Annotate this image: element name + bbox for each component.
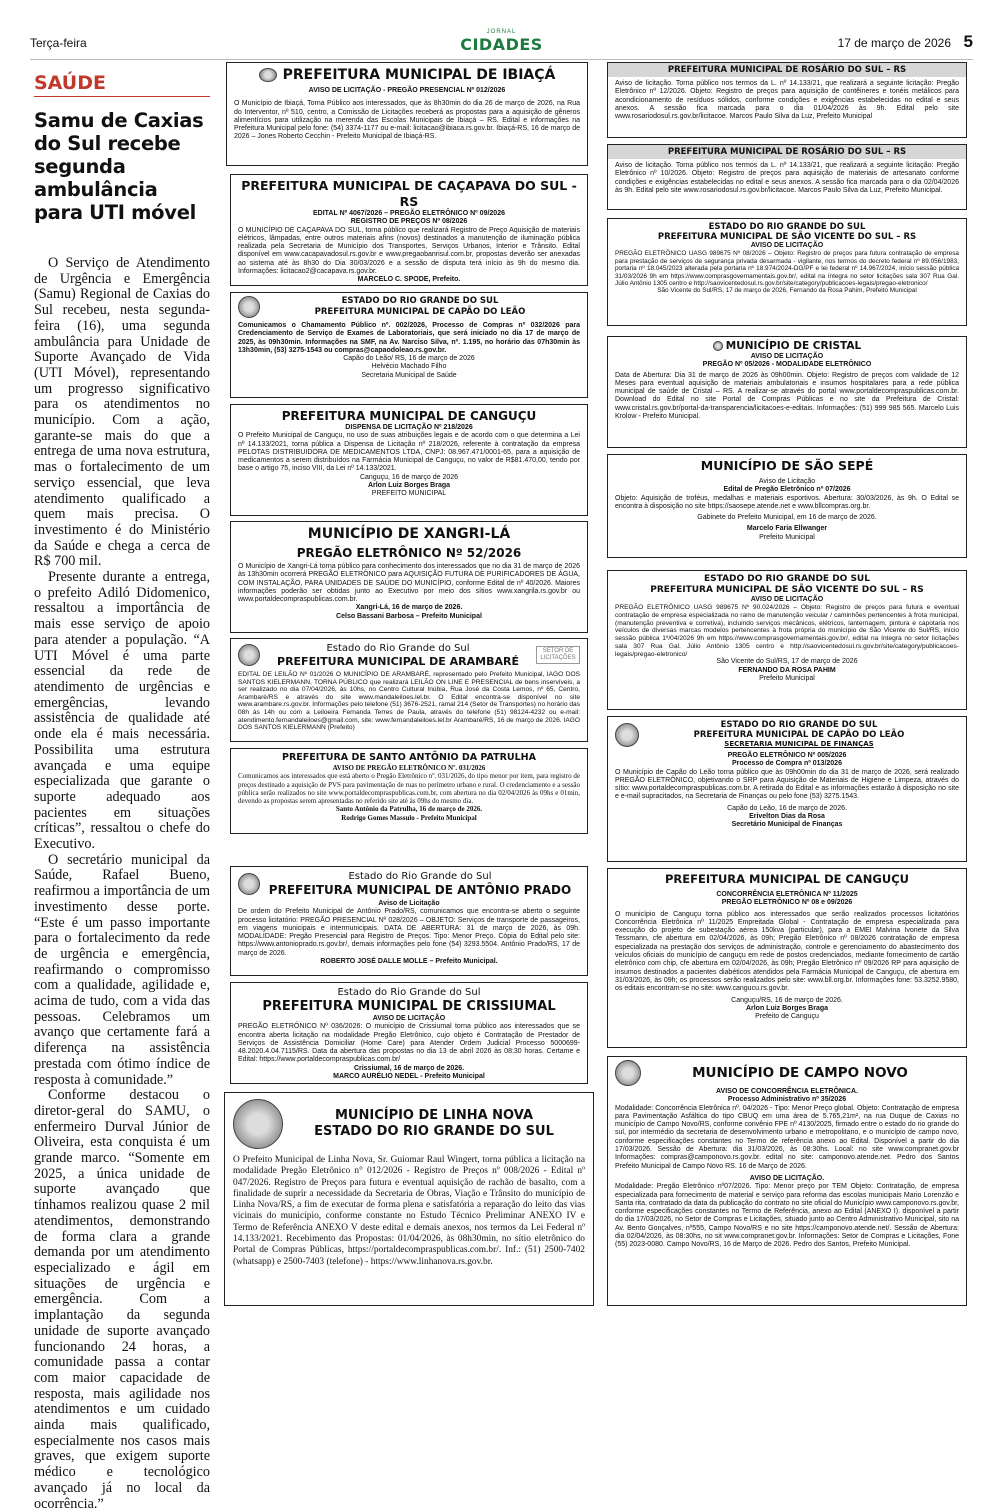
notice-text: PREGÃO ELETRÔNICO UASG 989675 Nº 90.024/2026 – Objeto: Registro de preços para futura e eventual contratação de empresa especializada no ramo de manutenção veicular / caminhões pertencentes à frota municipal, (manutenção preventiva e corretiva), incluindo serviços mecânicos, elétricos, lanternagem, pintura e capotaria nos veículos de diversas marcas modelos pertencentes à frota própria do município de São Vicente do Sul/RS, início sessão pública 1º/04/2026 9h em https://www.comprasgovernamentais.gov.br/, edital na íntegra no setor licitações sala 307 Rua Gal. Júlio Antônio 1305 centro e http://saovicentedosul.rs.gov.br/site/category/publicacoes-legais/pregao-eletronico/ [615, 604, 959, 658]
crest-icon [238, 296, 260, 318]
notice-text: EDITAL DE LEILÃO Nº 01/2026 O MUNICÍPIO DE ARAMBARÉ, representado pelo Prefeito Municipal, IAGO DOS SANTOS KIELERMANN, TORNA PÚBLICO que realizará LEILÃO ON LINE E PRESENCIAL de bens inservíveis, a ser realizado no dia 07/04/2026, às 10hs, no Centro Cultural Inúbia, Rua José da Costa Lemos, nº 65, Centro, Arambaré/RS e através do site www.mandaleiloes.lel.br. O Edital encontra-se disponível no site www.arambare.rs.gov.br. Informações pelo telefone (51) 3676-2521, ramal 214 (Setor de Transportes) no horário das 08h às 14h ou com a Leiloeira Fernanda Terres de Paula, através do telefone (51) 98124-4232 ou e-mail: atendimento.fernandaleiloes@gmail.com, site: www.fernandaleiloes.lel.br Arambaré/RS, 16 de março de 2026. IAGO DOS SANTOS KIELERMANN (Prefeito) [238, 671, 580, 732]
crest-icon [259, 68, 277, 82]
notice-title: ESTADO DO RIO GRANDE DO SUL [720, 720, 878, 730]
article-paragraph: Conforme destacou o diretor-geral do SAMU, o enfermeiro Durval Júnior de Oliveira, esta conquista é um grande marco. “Somente em 2025, a única unidade de suporte avançado que tínhamos realizou quase 2 mil atendimentos, demonstrando de forma clara a grande demanda por um atendimento especializado e ágil em situações de urgência e emergência. Com a implantação da segunda unidade de suporte avançado funcionando 24 horas, a comunidade passa a contar com maior capacidade de resposta, mais agilidade nos atendimentos e um cuidado ainda mais qualificado, especialmente nos casos mais graves, que exigem suporte médico e tecnológico avançado já no local da ocorrência.” [34, 1087, 210, 1512]
notice-title: PREFEITURA MUNICIPAL DE SÃO VICENTE DO SUL – RS [657, 232, 917, 242]
notice-title: PREFEITURA DE SANTO ANTÔNIO DA PATRULHA [282, 752, 536, 763]
article-paragraph: Presente durante a entrega, o prefeito Adiló Didomenico, ressaltou a importância de mais esse serviço de apoio para atender a população. “A UTI Móvel é uma parte essencial da rede de atendimento de urgências e emergências, levando assistência de qualidade até onde ela é mais necessária. Possibilita uma estrutura avançada e uma equipe especializada que garante o suporte adequado aos pacientes em situações críticas”, ressaltou o chefe do Executivo. [34, 569, 210, 853]
notice-text: Modalidade: Pregão Eletrônico nº07/2026. Tipo: Menor preço por TEM Objeto: Contratação, de empresa especializada para fornecimento de material e serviço para reforma das escolas municipais Mario Lorenzão e Santa rita, contratado da data da publicação do contrato no site oficial do Município www.camponovo.rs.gov.br, conforme especificações constantes no Termo de Referência, anexo ao Edital (ANEXO I). disponível a partir do dia 17/03/2026, no Setor de Compras e Licitações, situado junto ao Centro Administrativo Municipal, sito na Av. Bento Gonçalves, nº555, Campo Novo/RS e no site https://camponovo.atende.net/. Sessão de Abertura: dia 02/04/2026, às 08:30hs, no sit www.compranet.gov.br. Informações: Setor de Compras e Licitações, Fone (55) 2023-0080. Campo Novo/RS, 16 de Março de 2026. Pedro dos Santos, Prefeito Municipal. [615, 1183, 959, 1249]
page-number: 5 [963, 32, 973, 51]
notice-title: MUNICÍPIO DE SÃO SEPÉ [700, 458, 874, 473]
notice-subtitle: DISPENSA DE LICITAÇÃO Nº 218/2026 [345, 424, 473, 431]
notice-text: Aviso de licitação. Torna público nos termos da L. nº 14.133/21, que realizará a seguinte licitação: Pregão Eletrônico nº 12/2026. Objeto: Registro de preços para aquisição de contêineres e tonéis metálicos para acondicionamento de resíduos sólidos, conforme condições e exigências estabelecidas no edital e seus anexos. A sessão fica marcada para o dia 01/04/2026 às 9h. Edital pelo site www.rosariodosul.rs.gov.br/licitacoe. Marcos Paulo Silva da Luz, Prefeito Municipal [615, 80, 959, 121]
masthead-logo [460, 28, 543, 55]
notice-text: PREGÃO ELETRÔNICO UASG 989675 Nº 08/2026 – Objeto: Registro de preços para futura contratação de empresa para prestação de serviços de segurança privada desarmada - vigilante, nos termos do decreto federal nº 89.056/1983, portaria nº 18.045/2023 alterada pela portaria nº 18.974/2024-DG/PF e lei federal nº 14.967/2024, início sessão pública 31/03/2026 9h em https://www.comprasgovernamentais.gov.br/, edital na íntegra no setor licitações sala 307 Rua Gal. Júlio Antônio 1305 centro e http://saovicentedosul.rs.gov.br/site/category/publicacoes-legais/pregao-eletronico/ [615, 250, 959, 287]
article [34, 72, 210, 1512]
notice-title: ESTADO DO RIO GRANDE DO SUL [314, 1124, 554, 1139]
masthead-small: JORNAL [486, 29, 517, 35]
notice-sao-vicente-2 [607, 570, 967, 710]
notice-title: MUNICÍPIO DE CAMPO NOVO [692, 1065, 908, 1081]
notice-signature: Erivelton Dias da Rosa [749, 813, 825, 821]
notice-subtitle: AVISO DE LICITAÇÃO [750, 242, 824, 249]
notice-xangrila [230, 521, 588, 633]
notice-cristal [607, 336, 967, 448]
notice-subtitle: PREGÃO ELETRÔNICO Nº 52/2026 [296, 546, 522, 560]
notice-title: Estado do Rio Grande do Sul [348, 871, 492, 882]
notice-subtitle: CONCORRÊNCIA ELETRÔNICA Nº 11/2025 [716, 891, 858, 898]
notice-sao-sepe [607, 454, 967, 558]
notice-text: O Município de Ibiaçá, Torna Público aos interessados, que às 8h30min do dia 26 de março de 2026, na Rua do Interventor, nº 510, centro, a Comissão de Licitações receberá as propostas para a aquisição de gêneros alimentícios para utilização na merenda das Escolas Municipais de Ibiaçá – RS. Edital e informações na Prefeitura Municipal pelo fone: (54) 3374-1177 ou e-mail: licitacao@ibiaca.rs.gov.br. Ibiaçá-RS, 16 de março de 2026 – Jones Roberto Cecchin - Prefeito Municipal de Ibiaçá-RS. [234, 100, 580, 141]
notice-signature: Rodrigo Gomes Massulo - Prefeito Municipal [341, 813, 477, 822]
notice-title: PREFEITURA MUNICIPAL DE CRISSIUMAL [262, 999, 556, 1014]
notice-signature: Prefeito Municipal [759, 674, 815, 682]
sector-badge: SETOR DE LICITAÇÕES [536, 646, 580, 664]
article-paragraph: O secretário municipal da Saúde, Rafael Bueno, reafirmou a importância de um investimento desse porte. “Este é um passo importante para o fortalecimento da rede de urgência e emergência, reafirmando o compromisso com a qualidade, agilidade e, acima de tudo, com a vida das pessoas. Celebramos um avanço que certamente fará a diferença na assistência prestada com ótimo índice de resposta à comunidade.” [34, 851, 210, 1088]
notice-signature: Capão do Leão/ RS, 16 de março de 2026 [343, 355, 475, 363]
notice-subtitle: AVISO DE LICITAÇÃO. [749, 1174, 825, 1182]
notice-arambare [230, 638, 588, 742]
notice-title: PREFEITURA MUNICIPAL DE ANTÔNIO PRADO [268, 883, 572, 897]
notice-title: PREFEITURA MUNICIPAL DE IBIAÇÁ [282, 67, 556, 83]
notice-text: Modalidade: Concorrência Eletrônica nº. 04/2026 - Tipo: Menor Preço global. Objeto: Contratação de empresa para Pavimentação Asfáltica do tipo CBUQ em uma área de 5.765,21m², na rua Duque de Caxias no município de Campo Novo/RS, conforme convênio FPE nº 4130/2025, firmado entre o estado do rio grande do sul, por intermédio da secretaria de desenvolvimento urbano e metropolitano, e o município de campo novo, conforme especificações constantes no Termo de referência anexo ao Edital. Disponível a partir do dia 17/03/2026. Sessão de Abertura: dia 31/03/2026, às 08:30hs. Local: no site www.compranet.gov.br Informações: compras@camponovo.rs.gov.br. edital no site: camponovo.atende.net. Pedro dos Santos Prefeito Municipal de Campo Novo RS. 16 de Março de 2026. [615, 1104, 959, 1170]
notice-subtitle: REGISTRO DE PREÇOS Nº 08/2026 [350, 218, 468, 226]
notice-signature: Arlon Luiz Borges Braga [367, 482, 451, 490]
notice-signature: PREFEITO MUNICIPAL [371, 490, 447, 498]
notice-subtitle: AVISO DE PREGÃO ELETRÔNICO Nº. 031/2026 [332, 764, 486, 772]
notice-signature: São Vicente do Sul/RS, 17 de março de 2026 [716, 658, 858, 666]
notice-title: PREFEITURA MUNICIPAL DE ROSÁRIO DO SUL – RS [608, 63, 966, 77]
notice-subtitle: AVISO DE CONCORRÊNCIA ELETRÔNICA. [716, 1088, 858, 1095]
notice-title: SECRETARIA MUNICIPAL DE FINANÇAS [724, 740, 874, 748]
notice-text: O município de Canguçu torna público aos interessados que serão realizados processos licitatórios Concorrência Eletrônica nº 11/2025 Empreitada Global - Contratação de empresa especializada para execução do projeto de subestação aérea 150kva (particular), para a EMEI Malvina Ivonete da Silva Tessmann, cfe abertura em 02/04/2026, às 09h; Pregão Eletrônico nº 08/2026 contratação de empresa especializada na prestação dos serviços de administração, controle e gerenciamento do abastecimento dos veículos oficiais do município de canguçu em rede de postos credenciados, mediante fornecimento de cartão eletrônico com chip, cfe abertura em 02/04/2026, às 09h; Pregão Eletrônico nº 09/2026 RP para aquisição de insumos destinados a pacientes diabéticos atendidos pela Farmácia Municipal de Canguçu, cfe abertura em 31/03/2026, às 09h; os processos serão realizados pelo site: www.bll.org.br. Informações fone: 53.3252.9580, os editais encontram-se no site: www.cangucu.rs.gov.br. [615, 910, 959, 993]
notice-title: MUNICÍPIO DE CRISTAL [725, 340, 862, 352]
notice-antonio-prado [230, 866, 588, 976]
notice-signature: Gabinete do Prefeito Municipal, em 16 de março de 2026. [697, 514, 877, 522]
notice-subtitle: AVISO DE LICITAÇÃO - PREGÃO PRESENCIAL Nº 012/2026 [308, 87, 506, 94]
notice-title: PREFEITURA MUNICIPAL DE SÃO VICENTE DO SUL – RS [650, 585, 924, 595]
notice-signature: Canguçu/RS, 16 de março de 2026. [731, 996, 843, 1004]
notice-signature: São Vicente do Sul/RS, 17 de março de 2026, Fernando da Rosa Pahim, Prefeito Municipal [657, 287, 917, 295]
crest-icon [615, 1060, 641, 1086]
notice-title: PREFEITURA MUNICIPAL DE CANGUÇU [664, 872, 909, 886]
notice-text: O Prefeito Municipal de Canguçu, no uso de suas atribuições legais e de acordo com o que determina a Lei nº 14.133/2021, torna pública a Dispensa de Licitação nº 218/2026, referente à contratação da empresa PELOTAS DISTRIBUIDORA DE MEDICAMENTOS LTDA, CNPJ: 08.967.471/0001-65, para a aquisição de medicamentos a serem distribuídos na Farmácia Municipal de Canguçu, no valor de R$81.470,00, tendo por base o artigo 75, inciso VIII, da Lei nº 14.133/2021. [238, 432, 580, 473]
notice-signature: Capão do Leão, 16 de março de 2026. [727, 804, 847, 812]
notice-linha-nova [224, 1092, 594, 1306]
article-paragraph: O Serviço de Atendimento de Urgência e Emergência (Samu) Regional de Caxias do Sul recebeu, nesta segunda-feira (16), uma segunda ambulância para Unidade de Suporte Avançado de Vida (UTI Móvel), representando um progresso significativo para os atendimentos no município. Com a ação, garante-se mais do que a entrega de uma nova estrutura, mas o fortalecimento de um serviço essencial, que leva atendimento qualificado a quem mais precisa. O investimento é do Ministério da Saúde e chega a cerca de R$ 700 mil. [34, 255, 210, 570]
notice-title: PREFEITURA MUNICIPAL DE CAPÃO DO LEÃO [693, 730, 905, 740]
notice-campo-novo [607, 1056, 967, 1306]
notice-subtitle: Aviso de Licitação [758, 478, 816, 485]
notice-subtitle: PREGÃO Nº 05/2026 - MODALIDADE ELETRÔNICO [702, 361, 872, 369]
notice-title: PREFEITURA MUNICIPAL DE CAÇAPAVA DO SUL - RS [241, 178, 577, 209]
notice-signature: Marcelo Faria Ellwanger [746, 525, 828, 533]
section-label: SAÚDE [34, 72, 210, 97]
notice-signature: MARCO AURÉLIO NEDEL - Prefeito Municipal [333, 1073, 485, 1081]
notice-capao-leao-1 [230, 292, 588, 398]
notice-title: PREFEITURA MUNICIPAL DE ARAMBARÉ [277, 655, 519, 668]
notice-text: O Prefeito Municipal de Linha Nova, Sr. Guiomar Raul Wingert, torna pública a licitação na modalidade Pregão Eletrônico n° 012/2026 - Registro de Preços nº 008/2026 - Edital nº 047/2026. Registro de Preços para futura e eventual aquisição de rachão de basalto, com a finalidade de suprir a necessidade da Secretaria de Obras, Viação e Trânsito do município de Linha Nova/RS, a fim de executar de forma plena e satisfatória a reparação do leito das vias vicinais do município, conforme constante no Estudo Técnico Preliminar ANEXO IV e Termo de Referência ANEXO V deste edital e demais anexos, nos termos da Lei Federal nº 14.133/2021. Recebimento das Propostas: 01/04/2026, às 08h30min, no sítio eletrônico do Portal de Compras Públicas, https://portaldecompraspublicas.com.br/. Inf.: (51) 2500-7402 (whatsapp) e 2500-7403 (telefone) - https://www.linhanova.rs.gov.br. [233, 1155, 585, 1267]
crest-icon [233, 1099, 283, 1149]
header-date: 17 de março de 2026 [837, 36, 951, 50]
crest-icon [713, 341, 723, 351]
notice-text: Comunicamos o Chamamento Público nº. 002/2026, Processo de Compras nº 032/2026 para Credenciamento de Serviço de Exames de Laboratoriais, que será iniciado no dia 17 de março de 2025, às 09h30min. Informações na SMF, na Av. Narciso Silva, nº. 1.195, no horário das 07h30min às 13h30min, (53) 3275-1543 ou compras@capaodoleao.rs.gov.br. [238, 322, 580, 354]
notice-signature: FERNANDO DA ROSA PAHIM [738, 666, 836, 674]
notice-title: ESTADO DO RIO GRANDE DO SUL [708, 222, 866, 232]
notice-cacapava [230, 174, 588, 286]
notice-text: O Município de Capão do Leão torna público que às 09h00min do dia 31 de março de 2026, será realizado PREGÃO ELETRÔNICO, objetivando o SRP para Aquisição de Materiais de Higiene e Limpeza, através do sítio: www.portaldecompraspublicas.com.br. A retirada do Edital e as informações estarão à disposição no site e e-mail supracitados, na Secretaria de Finanças ou pelo fone (53) 3275.1543. [615, 768, 959, 801]
notice-subtitle: Aviso de Licitação [378, 900, 440, 907]
notice-text: PREGÃO ELETRÔNICO Nº 036/2026: O município de Crissiumal torna público aos interessados que se encontra aberta licitação na modalidade Pregão Eletrônico, cujo objeto é Contratação de Prestador de Serviços de Assistência Domiciliar (Home Care) para Atender Ordem Judicial Processo 5000699-48.2020.4.04.7115/RS. Data da abertura das propostas no dia 13 de abril 2026 às 08:30 horas. Certame e Edital: https://www.portaldecompraspublicas.com.br/ [238, 1023, 580, 1064]
notice-sao-vicente-1 [607, 218, 967, 326]
notice-title: ESTADO DO RIO GRANDE DO SUL [341, 296, 499, 306]
notice-subtitle: AVISO DE LICITAÇÃO [750, 596, 824, 603]
notice-signature: Prefeito Municipal [759, 533, 815, 541]
notice-subtitle: PREGÃO ELETRÔNICO Nº 005/2026 [727, 752, 847, 759]
notice-subtitle: Processo de Compra nº 013/2026 [732, 760, 842, 768]
notice-subtitle: PREGÃO ELETRÔNICO Nº 08 e 09/2026 [721, 899, 853, 907]
notice-signature: Helvécio Machado Filho [371, 363, 447, 371]
notice-title: MUNICÍPIO DE XANGRI-LÁ [307, 526, 511, 542]
notice-text: De ordem do Prefeito Municipal de Antônio Prado/RS, comunicamos que encontra-se aberto o seguinte processo licitatório: PREGÃO PRESENCIAL Nº 028/2026 – OBJETO: Serviços de transporte de passageiros, em viagens municipais e intermunicipais. DATA DE ABERTURA: 31 de março de 2026, às 09h. MODALIDADE: Pregão Presencial para Registro de Preços. Tipo: Menor Preço. Cópia do Edital pelo site: https://www.antonioprado.rs.gov.br/, demais informações pelo fone (54) 3293.5504. Antônio Prado/RS, 17 de março de 2026. [238, 908, 580, 957]
notice-subtitle: Processo Administrativo nº 35/2026 [727, 1096, 847, 1104]
notice-signature: Prefeito de Canguçu [755, 1013, 819, 1021]
notice-title: ESTADO DO RIO GRANDE DO SUL [704, 574, 870, 584]
notice-subtitle: AVISO DE LICITAÇÃO [372, 1015, 446, 1022]
notice-signature: Arlon Luiz Borges Braga [745, 1004, 829, 1012]
notice-signature: Santo Antônio da Patrulha, 16 de março de 2026. [335, 805, 483, 814]
notice-signature: MARCELO C. SPODE, Prefeito. [357, 276, 461, 284]
crest-icon [238, 644, 260, 666]
notice-subtitle: AVISO DE LICITAÇÃO [750, 353, 824, 360]
notice-ibiaca [226, 62, 588, 166]
article-headline: Samu de Caxias do Sul recebe segunda ambulância para UTI móvel [34, 109, 204, 224]
page-header [30, 29, 973, 60]
notice-title: Estado do Rio Grande do Sul [326, 643, 470, 654]
notice-text: Aviso de licitação. Torna público nos termos da L. nº 14.133/21, que realizará a seguinte licitação: Pregão Eletrônico nº 10/2026. Objeto: Registro de preços para aquisição de materiais de artesanato conforme condições e exigências estabelecidas no edital e seus anexos. A sessão fica marcada para o dia 02/04/2026 às 9h. Edital pelo site www.rosariodosul.rs.gov.br/licitacoe. Marcos Paulo Silva da Luz, Prefeito Municipal. [615, 162, 959, 194]
notice-title: Estado do Rio Grande do Sul [337, 987, 481, 998]
notice-title: MUNICÍPIO DE LINHA NOVA [334, 1108, 533, 1123]
masthead-title: CIDADES [460, 35, 543, 54]
notice-text: Data de Abertura: Dia 31 de março de 2026 às 09h00min. Objeto: Registro de preços com validade de 12 Meses para eventual aquisição de materiais ambulatoriais e insumos hospitalares para a rede pública municipal de saúde de Cristal – RS. A realizar-se através do portal www.portaldecompraspublicas.com.br. Download do Edital no site Portal de Compras Públicas e no site da Prefeitura de Cristal: www.cristal.rs.gov.br/portal-da-transparencia/licitacoes-e-editais. Informações: (51) 999 985 565. Marcelo Luis Krolow - Prefeito Municipal. [615, 371, 959, 421]
notice-title: PREFEITURA MUNICIPAL DE CANGUÇU [281, 409, 537, 423]
notice-cangucu-1 [230, 404, 588, 516]
notice-rosario-1 [607, 62, 967, 138]
notice-title: PREFEITURA MUNICIPAL DE ROSÁRIO DO SUL – RS [608, 145, 966, 159]
notice-capao-leao-2 [607, 716, 967, 862]
notice-signature: Secretaria Municipal de Saúde [361, 371, 457, 379]
notice-signature: Xangri-Lá, 16 de março de 2026. [355, 604, 463, 612]
notice-signature: Celso Bassani Barbosa – Prefeito Municipal [336, 612, 482, 620]
notice-signature: Canguçu, 16 de março de 2026 [359, 473, 459, 481]
notice-cangucu-2 [607, 868, 967, 1048]
notice-santo-antonio [230, 748, 588, 834]
notice-title: PREFEITURA MUNICIPAL DE CAPÃO DO LEÃO [314, 307, 526, 317]
notice-subtitle: Edital de Pregão Eletrônico nº 07/2026 [723, 486, 851, 494]
notice-rosario-2 [607, 144, 967, 210]
notice-text: Comunicamos aos interessados que está aberto o Pregão Eletrônico nº. 031/2026, do tipo menor por item, para registro de preços destinado a aquisição de PVS para pavimentação de ruas no perímetro urbano e rural. O credenciamento e a sessão pública serão realizados no site www.portaldecompraspublicas.com.br, com abertura no dia 02/04/2026 às 09hs e 01min, devendo as propostas serem apresentadas no referido site até às 09hs do mesmo dia. [238, 772, 580, 806]
notice-text: Objeto: Aquisição de troféus, medalhas e materiais esportivos. Abertura: 30/03/2026, às 9h. O Edital se encontra à disposição no site https://saosepe.atende.net e www.bllcompras.org.br. [615, 494, 959, 510]
crest-icon [238, 873, 260, 895]
notice-signature: Crissiumal, 16 de março de 2026. [353, 1064, 465, 1072]
notice-crissiumal [230, 982, 588, 1084]
article-body [34, 256, 210, 1512]
notice-signature: ROBERTO JOSÉ DALLE MOLLE – Prefeito Municipal. [320, 958, 498, 966]
header-day: Terça-feira [30, 36, 87, 50]
notice-text: O MUNICÍPIO DE CAÇAPAVA DO SUL, torna público que realizará Registro de Preço Aquisição de materiais elétricos, lâmpadas, entre outros materiais afins (novos) destinados a manutenção de iluminação pública realizada pela Secretaria de Município dos Transportes, Serviços Urbanos, Interior e Trânsito. Edital disponível em www.cacapavadosul.rs.gov.br e www.pregaobanrisul.com.br, propostas deverão ser anexadas ao sistema até às 8h30 do Dia 30/03/2026 e a sessão de disputa terá início às 9h do mesmo dia. Informações: licitacao2@cacapava.rs.gov.br. [238, 226, 580, 276]
notice-signature: Secretário Municipal de Finanças [731, 821, 843, 829]
crest-icon [615, 723, 639, 747]
notice-text: O Município de Xangri-Lá torna público para conhecimento dos interessados que no dia 31 de março de 2026 às 13h30min ocorrerá PREGÃO ELETRÔNICO para AQUISIÇÃO FUTURA DE PURIFICADORES DE ÁGUA, COM INSTALAÇÃO, PARA UNIDADES DE SAÚDE DO MUNICÍPIO, conforme Edital de nº 40/2026. Maiores informações poderão ser obtidas junto ao Executivo por meio dos sítios www.xangrila.rs.gov.br ou www.portaldecompraspublicas.com.br. [238, 563, 580, 604]
notice-subtitle: EDITAL Nº 4067/2026 – PREGÃO ELETRÔNICO Nº 09/2026 [313, 210, 505, 217]
